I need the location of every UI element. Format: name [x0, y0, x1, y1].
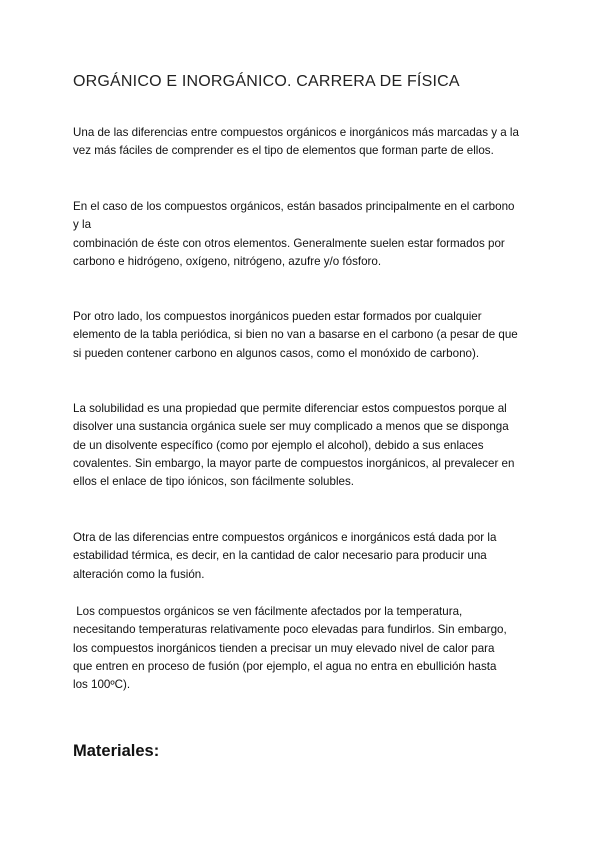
text-line: Una de las diferencias entre compuestos orgánicos e inorgánicos más marcadas y a la [73, 126, 519, 139]
text-line: disolver una sustancia orgánica suele ser muy complicado a menos que se disponga [73, 420, 509, 434]
text-line: elemento de la tabla periódica, si bien no van a basarse en el carbono (a pesar de que [73, 328, 518, 342]
text-line: que entren en proceso de fusión (por ejemplo, el agua no entra en ebullición hasta [73, 659, 497, 673]
text-line: carbono e hidrógeno, oxígeno, nitrógeno, azufre y/o fósforo. [73, 254, 382, 268]
page-title: ORGÁNICO E INORGÁNICO. CARRERA DE FÍSICA [73, 73, 460, 90]
section-heading: Materiales: [73, 742, 160, 760]
text-line: Otra de las diferencias entre compuestos orgánicos e inorgánicos está dada por la [73, 531, 497, 544]
text-line: Los compuestos orgánicos se ven fácilmente afectados por la temperatura, [73, 605, 463, 618]
text-line: combinación de éste con otros elementos. Generalmente suelen estar formados por [73, 236, 505, 250]
text-line: si pueden contener carbono en algunos casos, como el monóxido de carbono). [73, 346, 480, 360]
text-line: ellos el enlace de tipo iónicos, son fácilmente solubles. [73, 475, 354, 489]
text-line: de un disolvente específico (como por ejemplo el alcohol), debido a sus enlaces [73, 438, 484, 452]
text-line: covalentes. Sin embargo, la mayor parte de compuestos inorgánicos, al prevalecer en [73, 456, 515, 470]
paragraph-1 [73, 124, 543, 161]
text-line: Por otro lado, los compuestos inorgánicos pueden estar formados por cualquier [73, 310, 482, 323]
text-line: necesitando temperaturas relativamente poco elevadas para fundirlos. Sin embargo, [73, 623, 507, 637]
paragraph-3 [73, 308, 543, 363]
paragraph-5 [73, 529, 543, 584]
text-line: y la [73, 218, 92, 232]
text-line: los compuestos inorgánicos tienden a precisar un muy elevado nivel de calor para [73, 641, 495, 655]
paragraph-4 [73, 400, 543, 491]
paragraph-6 [73, 603, 543, 694]
text-line: La solubilidad es una propiedad que permite diferenciar estos compuestos porque al [73, 402, 507, 415]
text-line: los 100ºC). [73, 678, 131, 692]
text-line: vez más fáciles de comprender es el tipo de elementos que forman parte de ellos. [73, 144, 494, 158]
text-line: estabilidad térmica, es decir, en la cantidad de calor necesario para producir una [73, 549, 487, 563]
text-line: En el caso de los compuestos orgánicos, están basados principalmente en el carbono [73, 200, 515, 213]
paragraph-2 [73, 198, 543, 271]
text-line: alteración como la fusión. [73, 567, 205, 581]
